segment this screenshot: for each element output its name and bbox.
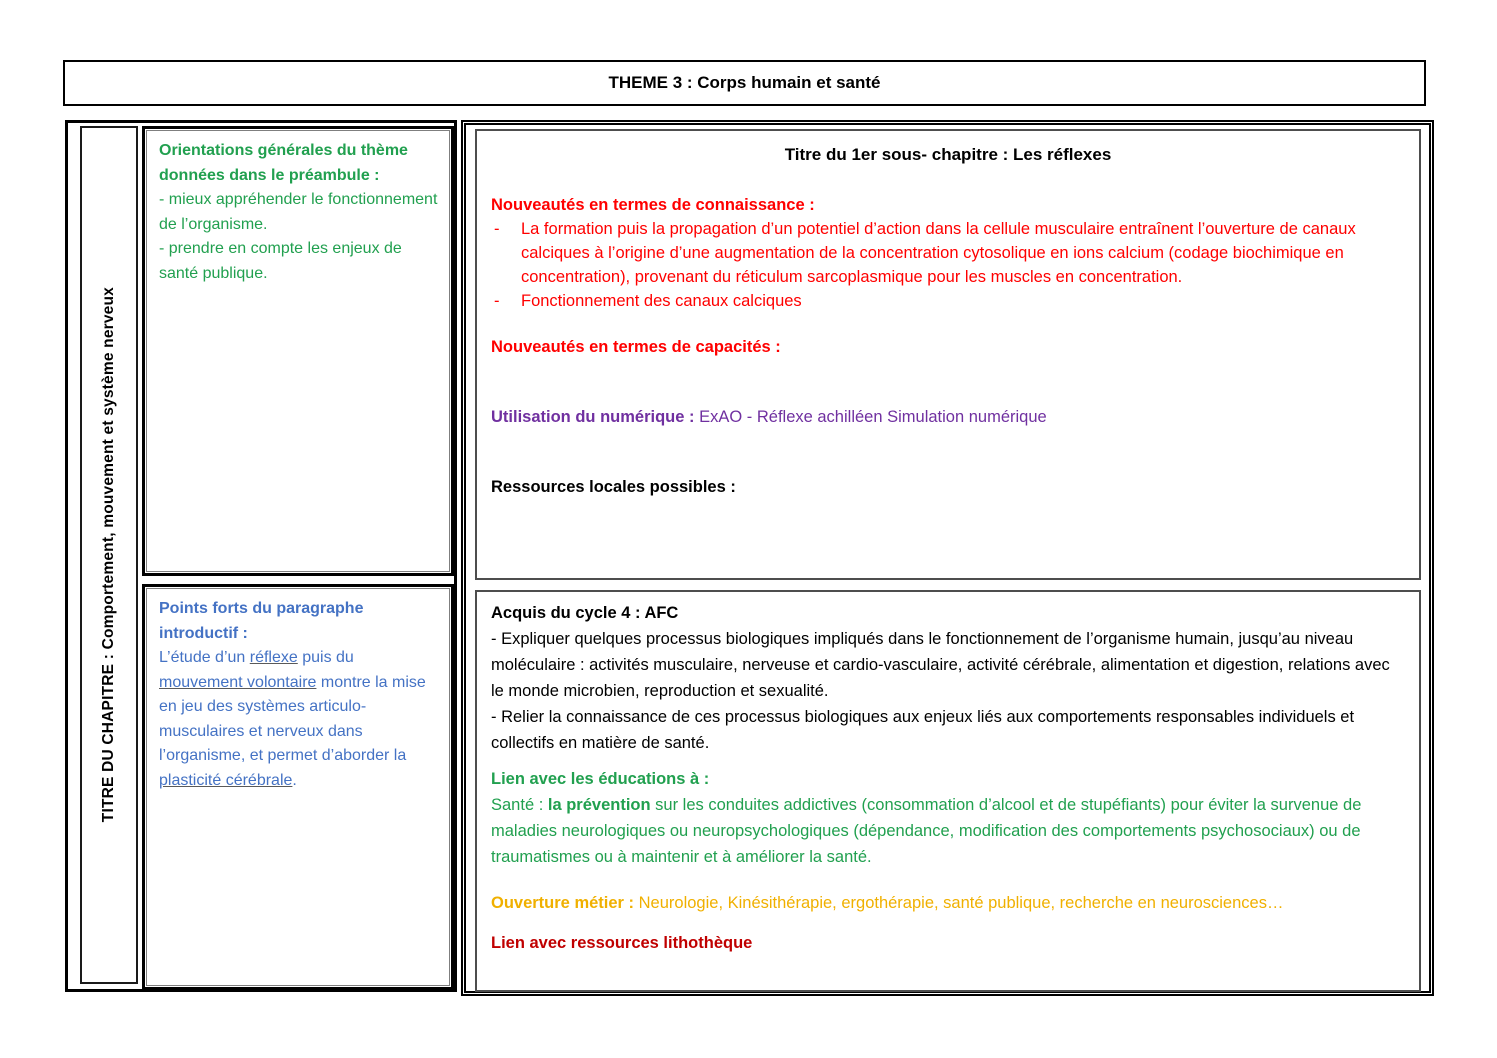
- orientations-box: [142, 126, 454, 576]
- orientations-heading: Orientations générales du thème données dans le préambule :: [159, 142, 408, 184]
- acquis-heading: Acquis du cycle 4 : AFC: [491, 604, 679, 622]
- chapter-vertical-title: TITRE DU CHAPITRE : Comportement, mouvement et système nerveux: [100, 287, 117, 823]
- theme-title-box: [63, 60, 1426, 106]
- numerique-label: Utilisation du numérique :: [491, 408, 700, 426]
- points-forts-box: [142, 584, 454, 990]
- connaissances-heading: Nouveautés en termes de connaissance :: [491, 196, 815, 214]
- bullet-dash: -: [494, 220, 500, 238]
- text-segment: .: [292, 771, 297, 789]
- bullet-text: La formation puis la propagation d’un potentiel d’action dans la cellule musculaire entraînent l’ouverture de canaux calciques à l’origine d’une augmentation de la concentration cytosolique en ions calcium (codage biochimique en concentration), provenant du réticulum sarcoplasmique pour les muscles en concentration.: [521, 220, 1356, 286]
- numerique-line: [491, 405, 1405, 429]
- bullet-item: [491, 217, 1405, 289]
- educations-block: [491, 766, 1405, 870]
- orientations-item: - prendre en compte les enjeux de santé publique.: [159, 240, 402, 282]
- bullet-item: [491, 289, 1405, 313]
- sous-chapitre-box: [475, 129, 1421, 580]
- orientations-item: - mieux appréhender le fonctionnement de l’organisme.: [159, 191, 438, 233]
- lithotheque-heading: Lien avec ressources lithothèque: [491, 934, 753, 952]
- acquis-box: [475, 590, 1421, 992]
- sous-chapitre-title: Titre du 1er sous- chapitre : Les réflexes: [784, 145, 1112, 164]
- underlined-term-plasticite-cerebrale: plasticité cérébrale: [159, 771, 293, 789]
- points-forts-paragraph: [159, 646, 441, 793]
- acquis-paragraph: - Relier la connaissance de ces processus biologiques aux enjeux liés aux comportements responsables individuels et collectifs en matière de santé.: [491, 708, 1355, 752]
- ressources-heading: Ressources locales possibles :: [491, 478, 736, 496]
- underlined-term-reflexe: réflexe: [249, 649, 298, 666]
- text-segment: L’étude d’un: [159, 649, 250, 666]
- text-segment: Santé :: [491, 796, 548, 814]
- ouverture-metier-value: Neurologie, Kinésithérapie, ergothérapie, santé publique, recherche en neurosciences…: [638, 894, 1284, 912]
- acquis-paragraph: - Expliquer quelques processus biologiques impliqués dans le fonctionnement de l’organisme humain, jusqu’au niveau moléculaire : activités musculaire, nerveuse et cardio-vasculaire, activité cérébrale, alimentation et digestion, relations avec le monde microbien, reproduction et sexualité.: [491, 630, 1390, 700]
- text-segment: puis du: [297, 649, 354, 666]
- bullet-text: Fonctionnement des canaux calciques: [521, 292, 802, 310]
- chapter-title-cell: [80, 126, 138, 984]
- points-forts-heading: Points forts du paragraphe introductif :: [159, 600, 364, 642]
- educations-bold-term: la prévention: [547, 796, 651, 814]
- theme-title: THEME 3 : Corps humain et santé: [608, 73, 881, 92]
- underlined-term-mouvement-volontaire: mouvement volontaire: [159, 673, 317, 691]
- connaissances-list: [491, 217, 1405, 313]
- bullet-dash: -: [494, 292, 500, 310]
- ouverture-metier-line: [491, 890, 1405, 916]
- ouverture-metier-label: Ouverture métier :: [491, 894, 639, 912]
- numerique-value: ExAO - Réflexe achilléen Simulation numérique: [699, 408, 1047, 426]
- text-segment: montre la mise en jeu des systèmes articulo-musculaires et nerveux dans l’organisme, et permet d’aborder la: [159, 673, 426, 764]
- text-segment: sur les conduites addictives (consommation d’alcool et de stupéfiants) pour éviter la survenue de maladies neurologiques ou neuropsychologiques (dépendance, modification des comportements psychosociaux) ou de traumatismes ou à maintenir et à améliorer la santé.: [491, 796, 1362, 866]
- educations-paragraph: [491, 792, 1405, 870]
- capacites-heading: Nouveautés en termes de capacités :: [491, 338, 781, 356]
- educations-heading: Lien avec les éducations à :: [491, 770, 710, 788]
